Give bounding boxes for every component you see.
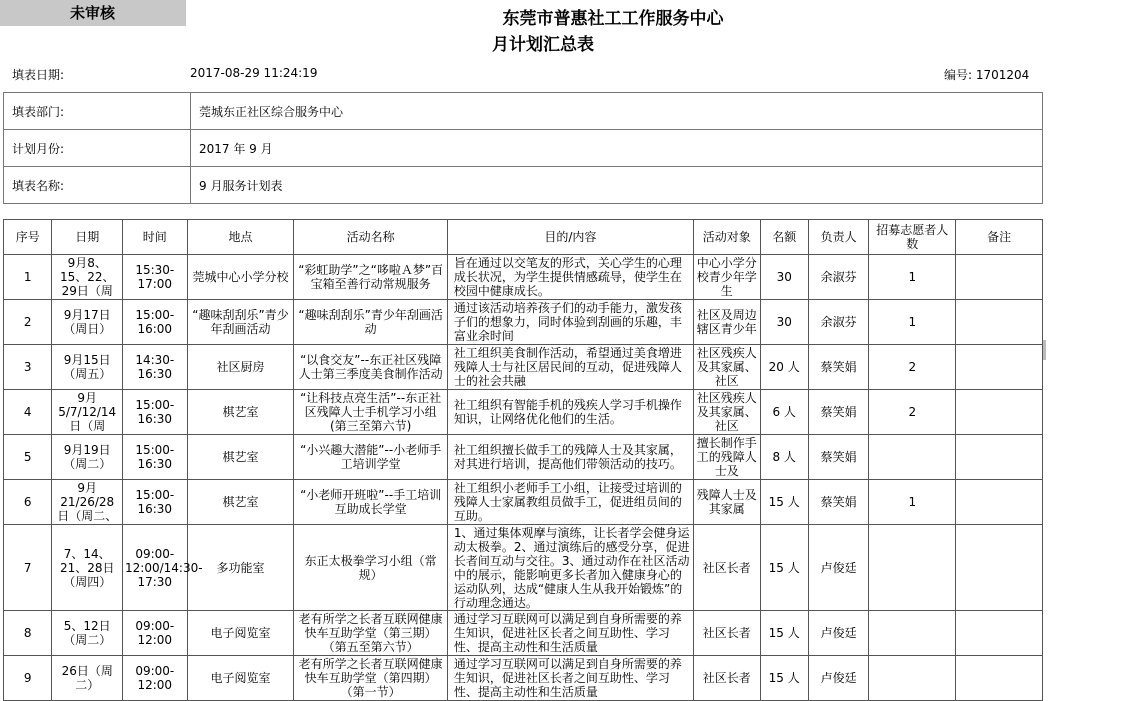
- cell-date: [52, 255, 123, 300]
- col-header-date: 日期: [52, 220, 123, 255]
- cell-date: [52, 656, 123, 701]
- info-table: [3, 92, 1043, 204]
- fill-date-value: 2017-08-29 11:24:19: [190, 66, 318, 80]
- cell-time-text: 09:00-12:00/14:30-17:30: [125, 546, 203, 589]
- cell-quota: [760, 390, 808, 435]
- cell-volunteers: [869, 480, 956, 525]
- cell-no-text: 3: [23, 360, 32, 374]
- cell-leader: [808, 611, 869, 656]
- cell-leader: [808, 480, 869, 525]
- col-header-leader: 负责人: [808, 220, 869, 255]
- cell-name: [294, 435, 447, 480]
- cell-place: [187, 480, 294, 525]
- cell-date-text: 9月21/26/28日（周二、: [57, 481, 118, 523]
- cell-name: [294, 525, 447, 611]
- cell-date-text: 5、12日（周二）: [63, 619, 112, 647]
- cell-no: [4, 435, 52, 480]
- cell-note: [956, 656, 1043, 701]
- cell-quota-text: 30: [776, 270, 792, 284]
- col-header-no: 序号: [4, 220, 52, 255]
- cell-volunteers: [869, 525, 956, 611]
- cell-quota-text: 8 人: [772, 450, 796, 464]
- col-header-time: 时间: [123, 220, 188, 255]
- cell-name: [294, 345, 447, 390]
- cell-quota-text: 15 人: [768, 495, 800, 509]
- cell-volunteers-text: 1: [908, 315, 917, 329]
- number-value: 1701204: [975, 68, 1030, 82]
- cell-place-text: 电子阅览室: [210, 626, 271, 640]
- cell-no: [4, 300, 52, 345]
- cell-content-text: 1、通过集体观摩与演练，让长者学会健身运动太极拳。2、通过演练后的感受分享，促进长者间互动与交往。3、通过动作在社区活动中的展示，能影响更多长者加入健康身心的运动队列，达成“健康人生从我开始锻炼”的行动理念通达。: [453, 525, 690, 610]
- cell-place-text: 电子阅览室: [210, 671, 271, 685]
- cell-time-text: 15:00-16:00: [135, 308, 175, 336]
- cell-target: [693, 611, 760, 656]
- cell-quota: [760, 611, 808, 656]
- number-label: 编号:: [944, 68, 973, 82]
- info-row: [4, 93, 1043, 130]
- cell-content: [447, 255, 693, 300]
- table-row: [4, 656, 1043, 701]
- cell-target: [693, 255, 760, 300]
- cell-note: [956, 345, 1043, 390]
- cell-volunteers: [869, 435, 956, 480]
- header-row: [4, 220, 1043, 255]
- cell-place-text: 莞城中心小学分校: [192, 270, 289, 284]
- cell-target-text: 社区及周边辖区青少年: [696, 308, 757, 336]
- cell-target: [693, 300, 760, 345]
- cell-date: [52, 611, 123, 656]
- cell-target-text: 社区长者: [702, 671, 751, 685]
- cell-date-text: 9月19日（周二）: [63, 443, 112, 471]
- col-header-name: 活动名称: [294, 220, 447, 255]
- cell-content: [447, 611, 693, 656]
- cell-no-text: 7: [23, 560, 32, 575]
- cell-place-text: 多功能室: [216, 560, 265, 575]
- cell-date-text: 7、14、21、28日（周四）: [59, 546, 115, 589]
- cell-target-text: 社区残疾人及其家属、社区: [696, 346, 757, 388]
- cell-place: [187, 390, 294, 435]
- cell-leader: [808, 345, 869, 390]
- cell-name-text: 东正太极拳学习小组（常规）: [304, 553, 437, 582]
- cell-content-text: 通过学习互联网可以满足到自身所需要的养生知识，促进社区长者之间互助性、学习性、提高主动性和生活质量: [453, 657, 682, 699]
- cell-name-text: “小兴趣大潜能”--小老师手工培训学堂: [300, 443, 442, 471]
- cell-volunteers-text: 2: [908, 405, 917, 419]
- cell-name-text: “让科技点亮生活”--东正社区残障人士手机学习小组(第三至第六节): [300, 391, 442, 433]
- cell-quota-text: 6 人: [772, 405, 796, 419]
- scrollbar-marker[interactable]: [1043, 340, 1046, 360]
- col-header-content: 目的/内容: [447, 220, 693, 255]
- cell-content: [447, 656, 693, 701]
- cell-target-text: 中心小学分校青少年学生: [696, 256, 757, 298]
- cell-no-text: 2: [23, 315, 32, 329]
- cell-date-text: 9月8、15、22、29日（周: [59, 256, 115, 298]
- cell-no-text: 4: [23, 405, 32, 419]
- cell-content-text: 社工组织擅长做手工的残障人士及其家属，对其进行培训，提高他们带领活动的技巧。: [453, 443, 682, 471]
- cell-place-text: 棋艺室: [222, 450, 259, 464]
- info-value: 2017 年 9 月: [191, 130, 1043, 167]
- cell-time-text: 15:00-16:30: [135, 398, 175, 426]
- cell-note: [956, 611, 1043, 656]
- cell-quota: [760, 656, 808, 701]
- cell-place: [187, 611, 294, 656]
- cell-time: [123, 300, 188, 345]
- table-row: [4, 345, 1043, 390]
- cell-content: [447, 480, 693, 525]
- cell-leader: [808, 525, 869, 611]
- cell-volunteers: [869, 611, 956, 656]
- cell-no: [4, 525, 52, 611]
- cell-date: [52, 300, 123, 345]
- cell-target: [693, 525, 760, 611]
- cell-place: [187, 255, 294, 300]
- cell-no: [4, 345, 52, 390]
- cell-time-text: 15:00-16:30: [135, 443, 175, 471]
- cell-time: [123, 255, 188, 300]
- cell-name-text: 老有所学之长者互联网健康快车互助学堂（第四期）（第一节）: [298, 657, 443, 699]
- cell-leader-text: 卢俊廷: [820, 560, 857, 575]
- cell-target: [693, 390, 760, 435]
- cell-quota-text: 15 人: [768, 626, 800, 640]
- info-label: 填表部门:: [4, 93, 191, 130]
- number-field: [944, 66, 1029, 83]
- cell-volunteers: [869, 300, 956, 345]
- info-row: [4, 130, 1043, 167]
- cell-place-text: 社区厨房: [216, 360, 265, 374]
- cell-time: [123, 345, 188, 390]
- cell-leader: [808, 255, 869, 300]
- cell-no-text: 8: [23, 626, 32, 640]
- cell-content-text: 旨在通过以交笔友的形式，关心学生的心理成长状况，为学生提供情感疏导，使学生在校园中健康成长。: [453, 256, 682, 298]
- cell-content-text: 社工组织小老师手工小组，让接受过培训的残障人士家属教组员做手工，促进组员间的互助。: [453, 481, 682, 523]
- cell-name: [294, 480, 447, 525]
- cell-leader: [808, 300, 869, 345]
- col-header-quota: 名额: [760, 220, 808, 255]
- cell-no: [4, 480, 52, 525]
- cell-content: [447, 435, 693, 480]
- cell-time: [123, 525, 203, 611]
- info-value: 9 月服务计划表: [191, 167, 1043, 204]
- cell-volunteers: [869, 656, 956, 701]
- col-header-place: 地点: [187, 220, 294, 255]
- cell-content-text: 社工组织美食制作活动，希望通过美食增进残障人士与社区居民间的互动，促进残障人士的社会共融: [453, 346, 682, 388]
- cell-time-text: 09:00-12:00: [135, 664, 175, 692]
- cell-time-text: 15:30-17:00: [135, 263, 175, 291]
- cell-content-text: 通过该活动培养孩子们的动手能力，激发孩子们的想象力，同时体验到刮画的乐趣，丰富业余时间: [453, 301, 682, 343]
- cell-target-text: 社区残疾人及其家属、社区: [696, 391, 757, 433]
- cell-target: [693, 345, 760, 390]
- cell-date: [52, 435, 123, 480]
- cell-place: [187, 656, 294, 701]
- col-header-note: 备注: [956, 220, 1043, 255]
- cell-date: [52, 480, 123, 525]
- cell-target-text: 擅长制作手工的残障人士及: [696, 436, 757, 478]
- cell-content-text: 社工组织有智能手机的残疾人学习手机操作知识，让网络优化他们的生活。: [453, 398, 682, 426]
- cell-content: [447, 345, 693, 390]
- col-header-volunteers: 招募志愿者人数: [869, 220, 956, 255]
- cell-place-text: 棋艺室: [222, 405, 259, 419]
- info-label: 填表名称:: [4, 167, 191, 204]
- cell-leader: [808, 390, 869, 435]
- cell-no-text: 6: [23, 495, 32, 509]
- cell-time: [123, 390, 188, 435]
- cell-leader-text: 卢俊廷: [820, 626, 857, 640]
- table-row: [4, 300, 1043, 345]
- cell-place: [187, 435, 294, 480]
- cell-no-text: 1: [23, 270, 32, 284]
- cell-place-text: 棋艺室: [222, 495, 259, 509]
- cell-no-text: 9: [23, 671, 32, 685]
- cell-leader-text: 蔡笑娟: [820, 405, 857, 419]
- cell-target-text: 残障人士及其家属: [696, 488, 757, 516]
- cell-leader-text: 蔡笑娟: [820, 360, 857, 374]
- cell-date-text: 9月15日（周五）: [63, 353, 112, 381]
- cell-content-text: 通过学习互联网可以满足到自身所需要的养生知识，促进社区长者之间互助性、学习性、提高主动性和生活质量: [453, 612, 682, 654]
- cell-date-text: 9月17日（周日）: [63, 308, 112, 336]
- cell-content: [447, 300, 693, 345]
- fill-date-label: 填表日期:: [12, 68, 65, 82]
- cell-name: [294, 390, 447, 435]
- table-row: [4, 435, 1043, 480]
- table-row: [4, 525, 1043, 611]
- cell-time-text: 14:30-16:30: [135, 353, 175, 381]
- cell-no: [4, 390, 52, 435]
- cell-no-text: 5: [23, 450, 32, 464]
- cell-name: [294, 611, 447, 656]
- cell-target: [693, 656, 760, 701]
- form-title: 月计划汇总表: [492, 35, 594, 55]
- cell-time: [123, 480, 188, 525]
- cell-place-text: “趣味刮刮乐”青少年刮画活动: [192, 308, 289, 336]
- cell-date-text: 26日（周二）: [61, 664, 113, 692]
- cell-quota: [760, 435, 808, 480]
- info-label: 计划月份:: [4, 130, 191, 167]
- cell-target: [693, 480, 760, 525]
- cell-leader-text: 卢俊廷: [820, 671, 857, 685]
- info-row: [4, 167, 1043, 204]
- cell-quota: [760, 345, 808, 390]
- cell-name: [294, 255, 447, 300]
- cell-name-text: “小老师开班啦”--手工培训互助成长学堂: [300, 488, 442, 516]
- cell-target: [693, 435, 760, 480]
- cell-place: [187, 525, 294, 611]
- cell-date: [52, 390, 123, 435]
- cell-volunteers-text: 2: [908, 360, 917, 374]
- cell-volunteers-text: 1: [908, 270, 917, 284]
- cell-quota: [760, 300, 808, 345]
- cell-name-text: “以食交友”--东正社区残障人士第三季度美食制作活动: [298, 353, 443, 381]
- cell-time-text: 15:00-16:30: [135, 488, 175, 516]
- cell-note: [956, 390, 1043, 435]
- table-row: [4, 611, 1043, 656]
- status-badge: 未审核: [0, 0, 186, 26]
- cell-name: [294, 656, 447, 701]
- cell-quota: [760, 525, 808, 611]
- cell-quota-text: 20 人: [768, 360, 800, 374]
- cell-note: [956, 480, 1043, 525]
- organization-name: 东莞市普惠社工工作服务中心: [502, 9, 724, 29]
- cell-date: [52, 345, 123, 390]
- cell-volunteers: [869, 345, 956, 390]
- cell-leader-text: 蔡笑娟: [820, 450, 857, 464]
- cell-place: [187, 300, 294, 345]
- cell-name-text: “趣味刮刮乐”青少年刮画活动: [298, 308, 443, 336]
- cell-leader-text: 蔡笑娟: [820, 495, 857, 509]
- cell-time-text: 09:00-12:00: [135, 619, 175, 647]
- cell-target-text: 社区长者: [702, 560, 751, 575]
- cell-name-text: “彩虹助学”之“哆啦Ａ梦”百宝箱至善行动常规服务: [298, 263, 444, 291]
- cell-volunteers: [869, 255, 956, 300]
- cell-volunteers-text: 1: [908, 495, 917, 509]
- cell-quota-text: 15 人: [768, 671, 800, 685]
- cell-time: [123, 611, 188, 656]
- cell-date: [52, 525, 123, 611]
- cell-no: [4, 255, 52, 300]
- cell-leader: [808, 435, 869, 480]
- cell-leader-text: 余淑芬: [820, 270, 857, 284]
- cell-note: [956, 255, 1043, 300]
- info-value: 莞城东正社区综合服务中心: [191, 93, 1043, 130]
- cell-note: [956, 525, 1043, 611]
- cell-place: [187, 345, 294, 390]
- cell-target-text: 社区长者: [702, 626, 751, 640]
- col-header-target: 活动对象: [693, 220, 760, 255]
- cell-content: [447, 525, 693, 611]
- cell-quota-text: 30: [776, 315, 792, 329]
- cell-content: [447, 390, 693, 435]
- cell-time: [123, 435, 188, 480]
- table-row: [4, 390, 1043, 435]
- cell-note: [956, 435, 1043, 480]
- cell-no: [4, 656, 52, 701]
- cell-leader: [808, 656, 869, 701]
- cell-quota: [760, 480, 808, 525]
- cell-quota-text: 15 人: [768, 560, 800, 575]
- cell-name: [294, 300, 447, 345]
- cell-leader-text: 余淑芬: [820, 315, 857, 329]
- plan-table: [3, 219, 1043, 701]
- cell-quota: [760, 255, 808, 300]
- cell-volunteers: [869, 390, 956, 435]
- table-row: [4, 480, 1043, 525]
- cell-note: [956, 300, 1043, 345]
- cell-date-text: 9月5/7/12/14日（周: [58, 391, 117, 433]
- table-row: [4, 255, 1043, 300]
- cell-no: [4, 611, 52, 656]
- cell-name-text: 老有所学之长者互联网健康快车互助学堂（第三期）（第五至第六节）: [298, 612, 443, 654]
- cell-time: [123, 656, 188, 701]
